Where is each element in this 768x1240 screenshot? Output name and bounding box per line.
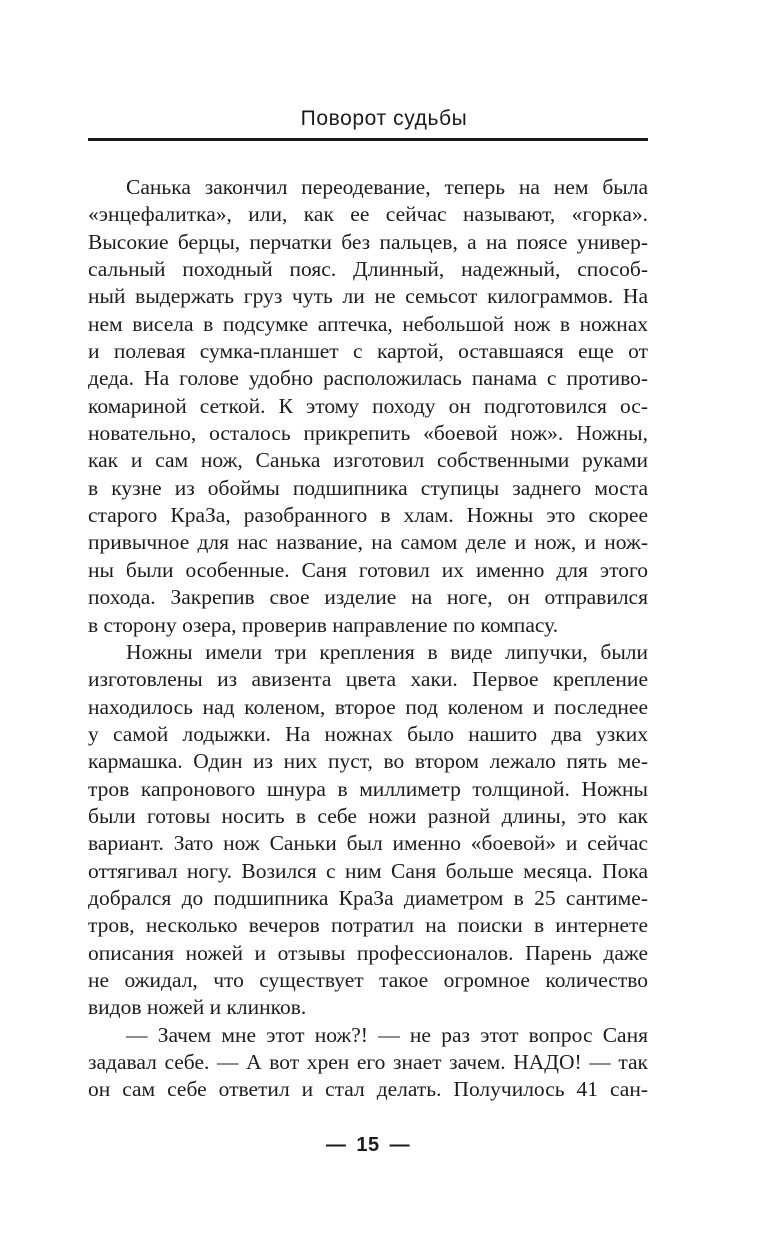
body-text xyxy=(88,174,648,1104)
text-line: «энцефалитка», или, как ее сейчас называют, «горка». xyxy=(88,202,648,227)
text-line: были готовы носить в себе ножи разной длины, это как xyxy=(88,803,648,828)
text-line: старого КраЗа, разобранного в хлам. Ножны это скорее xyxy=(88,503,648,528)
running-title: Поворот судьбы xyxy=(300,107,468,130)
text-line: видов ножей и клинков. xyxy=(88,995,307,1020)
text-line: тров капронового шнура в миллиметр толщиной. Ножны xyxy=(88,776,648,801)
title-rule xyxy=(88,138,648,141)
text-line: нем висела в подсумке аптечка, небольшой нож в ножнах xyxy=(88,311,648,336)
footer-dash-right: — xyxy=(389,1133,411,1156)
text-line: Высокие берцы, перчатки без пальцев, а на поясе универ- xyxy=(88,229,648,254)
text-line: тров, несколько вечеров потратил на поиски в интернете xyxy=(88,913,648,938)
text-line: Ножны имели три крепления в виде липучки, были xyxy=(126,639,648,664)
text-line: в кузне из обоймы подшипника ступицы заднего моста xyxy=(88,475,648,500)
text-line: находилось над коленом, второе под коленом и последнее xyxy=(88,694,648,719)
text-line: у самой лодыжки. На ножнах было нашито два узких xyxy=(88,721,648,746)
text-line: комариной сеткой. К этому походу он подготовился ос- xyxy=(88,393,648,418)
text-line: деда. На голове удобно расположилась панама с противо- xyxy=(88,366,648,391)
text-line: описания ножей и отзывы профессионалов. Парень даже xyxy=(88,940,648,965)
text-line: вариант. Зато нож Саньки был именно «боевой» и сейчас xyxy=(88,831,648,856)
text-line: ный выдержать груз чуть ли не семьсот килограммов. На xyxy=(88,284,648,309)
text-line: он сам себе ответил и стал делать. Получилось 41 сан- xyxy=(88,1077,648,1102)
text-line: ны были особенные. Саня готовил их именно для этого xyxy=(88,557,648,582)
text-line: похода. Закрепив свое изделие на ноге, он отправился xyxy=(88,585,648,610)
footer-dash-left: — xyxy=(325,1133,347,1156)
text-line: привычное для нас название, на самом деле и нож, и нож- xyxy=(88,530,648,555)
text-line: в сторону озера, проверив направление по компасу. xyxy=(88,612,559,637)
text-line: — Зачем мне этот нож?! — не раз этот вопрос Саня xyxy=(126,1022,648,1047)
text-line: сальный походный пояс. Длинный, надежный, способ- xyxy=(88,257,648,282)
text-line: задавал себе. — А вот хрен его знает зачем. НАДО! — так xyxy=(88,1050,648,1074)
text-line: новательно, осталось прикрепить «боевой нож». Ножны, xyxy=(88,421,648,446)
text-line: оттягивал ногу. Возился с ним Саня больше месяца. Пока xyxy=(88,858,648,883)
text-line: кармашка. Один из них пуст, во втором лежало пять ме- xyxy=(88,749,648,774)
text-line: изготовлены из авизента цвета хаки. Первое крепление xyxy=(88,667,648,692)
page-number: 15 xyxy=(356,1133,380,1156)
page-footer xyxy=(88,1134,648,1157)
text-line: добрался до подшипника КраЗа диаметром в 25 сантиме- xyxy=(88,885,648,910)
text-line: не ожидал, что существует такое огромное количество xyxy=(88,967,648,992)
text-line: и полевая сумка-планшет с картой, оставшаяся еще от xyxy=(88,339,648,364)
text-line: Санька закончил переодевание, теперь на нем была xyxy=(126,175,648,199)
text-line: как и сам нож, Санька изготовил собственными руками xyxy=(88,448,648,473)
